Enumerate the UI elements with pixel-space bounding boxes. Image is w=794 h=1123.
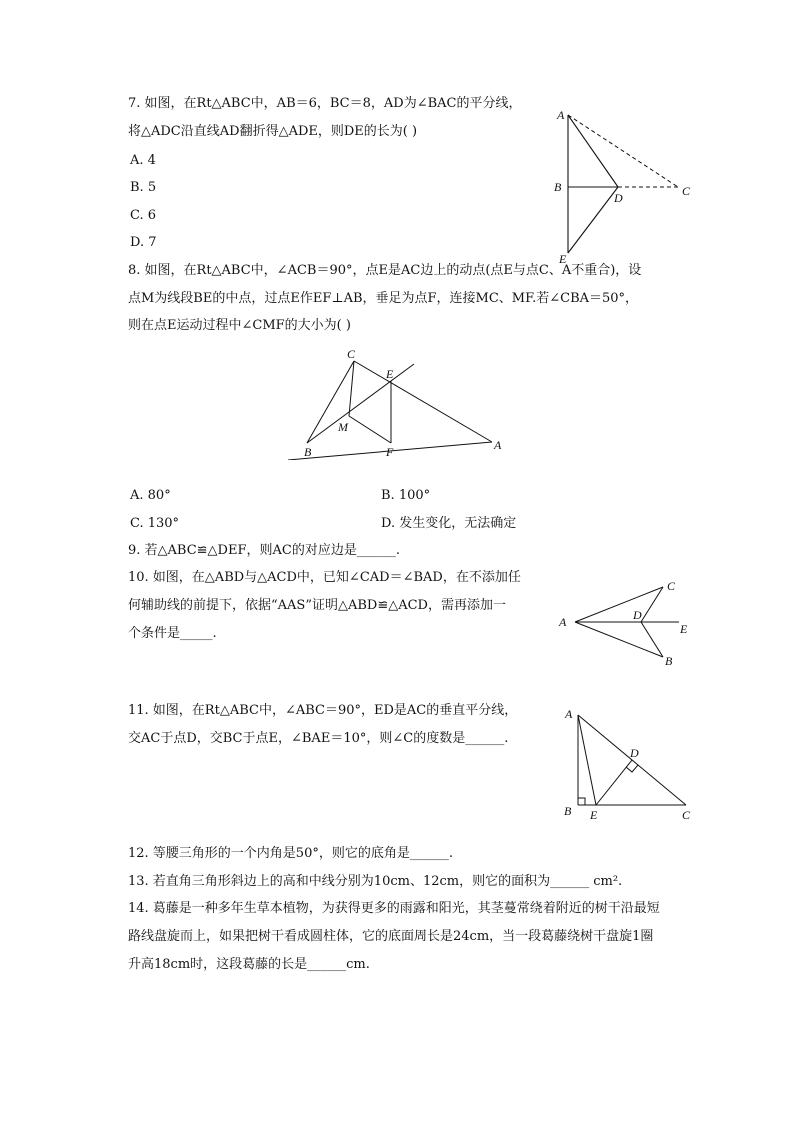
q14-text-line2: 路线盘旋而上，如果把树干看成圆柱体，它的底面周长是24cm，当一段葛藤绕树干盘旋1圈 <box>128 929 654 944</box>
q8-label-b: B <box>304 445 312 459</box>
q7-text-line2: 将△ADC沿直线AD翻折得△ADE，则DE的长为( ) <box>128 124 418 139</box>
q11-right-angle-b <box>578 798 585 805</box>
q11-segment-ed <box>596 760 632 805</box>
q10-label-a: A <box>559 615 567 629</box>
q12-text: 12. 等腰三角形的一个内角是50°，则它的底角是______. <box>128 846 453 861</box>
q7-label-d: D <box>614 191 623 205</box>
q8-label-f: F <box>386 445 394 459</box>
q10-segment-ac <box>575 587 663 622</box>
q8-line-be-extended <box>307 364 414 443</box>
q10-text-line3: 个条件是_____. <box>128 626 217 641</box>
q11-label-a: A <box>565 707 573 721</box>
q7-figure <box>550 105 700 265</box>
q10-segment-ab <box>575 622 663 657</box>
q8-option-b: B. 100° <box>381 488 431 503</box>
q7-option-a: A. 4 <box>130 153 156 168</box>
q10-segment-dc <box>641 587 663 622</box>
q10-label-c: C <box>667 579 676 593</box>
q10-label-b: B <box>665 654 673 668</box>
q14-text-line1: 14. 葛藤是一种多年生草本植物，为获得更多的雨露和阳光，其茎蔓常绕着附近的树干沿最短 <box>128 901 660 916</box>
q11-text-line2: 交AC于点D，交BC于点E，∠BAE＝10°，则∠C的度数是______. <box>128 731 509 746</box>
q11-label-c: C <box>682 808 691 822</box>
q10-figure <box>555 574 705 669</box>
q8-figure <box>280 342 510 460</box>
q7-option-d: D. 7 <box>130 235 157 250</box>
q11-label-b: B <box>564 804 572 818</box>
q10-text-line2: 何辅助线的前提下，依据“AAS”证明△ABD≌△ACD，需再添加一 <box>128 598 506 613</box>
q7-label-c: C <box>682 184 691 198</box>
q11-label-e: E <box>590 808 598 822</box>
q8-option-c: C. 130° <box>130 516 180 531</box>
q7-label-b: B <box>554 180 562 194</box>
q14-text-line3: 升高18cm时，这段葛藤的长是______cm. <box>128 957 370 972</box>
q10-segment-db <box>641 622 663 657</box>
q8-option-a: A. 80° <box>130 488 171 503</box>
q7-text-line1: 7. 如图，在Rt△ABC中，AB＝6，BC＝8，AD为∠BAC的平分线， <box>128 96 522 111</box>
q8-segment-ca <box>354 361 492 442</box>
q8-text-line1: 8. 如图，在Rt△ABC中，∠ACB＝90°，点E是AC边上的动点(点E与点C、A不重合)，设 <box>128 263 642 278</box>
q7-option-c: C. 6 <box>130 208 157 223</box>
q10-text-line1: 10. 如图，在△ABD与△ACD中，已知∠CAD＝∠BAD，在不添加任 <box>128 570 521 585</box>
q13-text: 13. 若直角三角形斜边上的高和中线分别为10cm、12cm，则它的面积为______ cm². <box>128 874 623 889</box>
q8-label-m: M <box>338 420 348 434</box>
q7-segment-de <box>568 187 618 253</box>
q7-segment-ad <box>568 115 618 187</box>
q11-label-d: D <box>630 746 639 760</box>
q9-text: 9. 若△ABC≌△DEF，则AC的对应边是______. <box>128 543 400 558</box>
q7-label-a: A <box>557 108 565 122</box>
q8-label-a: A <box>494 438 502 452</box>
q8-label-e: E <box>386 367 394 381</box>
q8-text-line3: 则在点E运动过程中∠CMF的大小为( ) <box>128 318 351 333</box>
q8-option-d: D. 发生变化，无法确定 <box>381 516 517 531</box>
q8-segment-mf <box>349 416 391 443</box>
q10-label-d: D <box>633 608 642 622</box>
q7-segment-ac-dashed <box>568 115 678 187</box>
q11-segment-ae <box>578 715 596 805</box>
q10-label-e: E <box>680 622 688 636</box>
q11-figure <box>560 703 700 825</box>
q8-text-line2: 点M为线段BE的中点，过点E作EF⊥AB，垂足为点F，连接MC、MF.若∠CBA＝50°， <box>128 291 639 306</box>
q7-label-e: E <box>559 252 567 265</box>
q7-option-b: B. 5 <box>130 180 157 195</box>
q8-label-c: C <box>347 347 356 361</box>
q11-text-line1: 11. 如图，在Rt△ABC中，∠ABC＝90°，ED是AC的垂直平分线， <box>128 703 518 718</box>
